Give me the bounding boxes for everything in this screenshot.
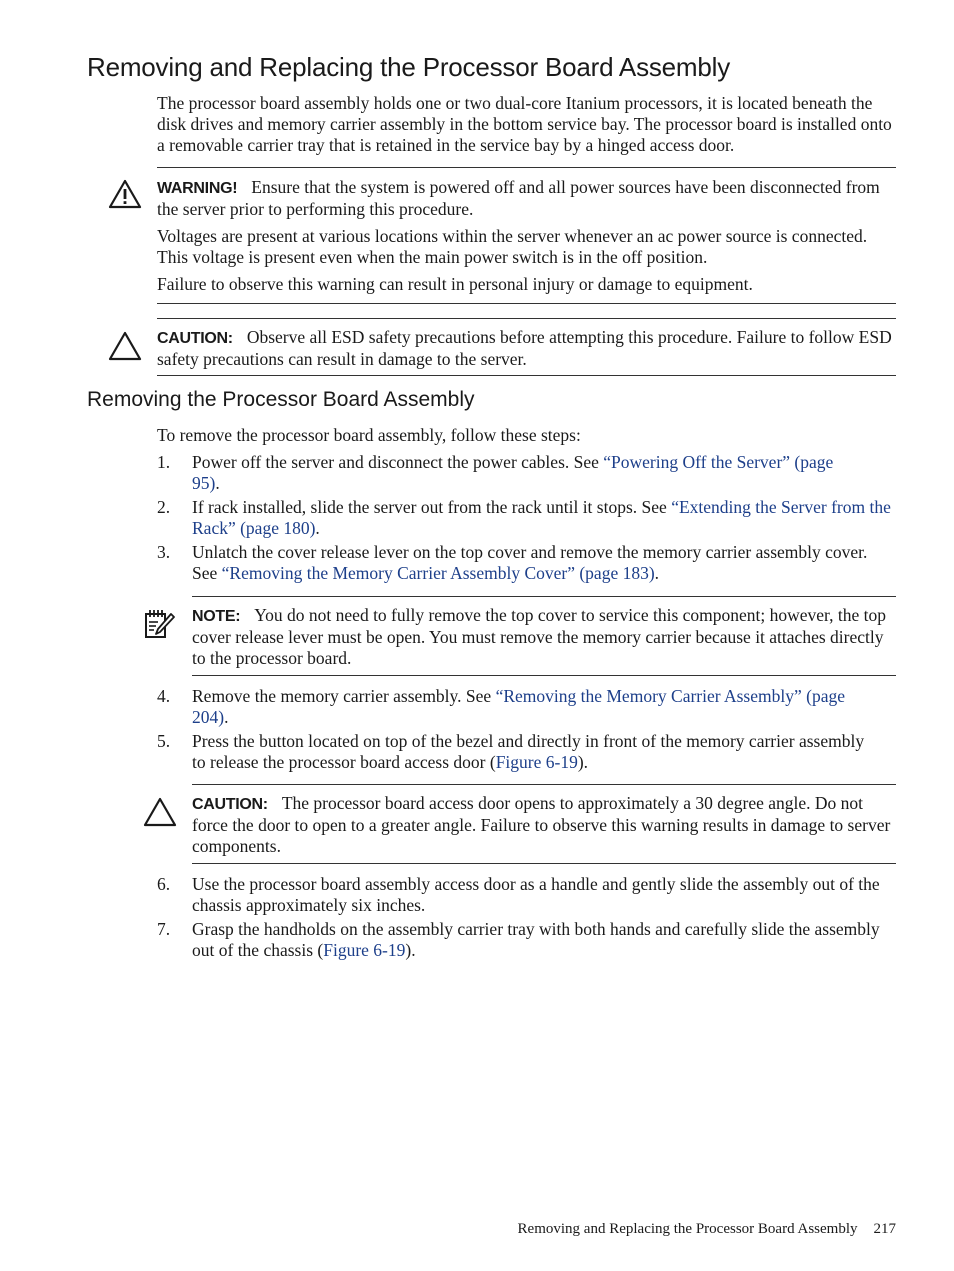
caution-triangle-icon bbox=[108, 331, 142, 361]
list-item bbox=[192, 497, 897, 539]
warning-top-rule bbox=[157, 167, 896, 168]
note-text bbox=[192, 605, 897, 669]
step-link[interactable]: “Powering Off the Server” (page 95) bbox=[192, 452, 834, 493]
step-number: 2. bbox=[157, 497, 171, 517]
warning-text-3: Failure to observe this warning can result in personal injury or damage to equipment. bbox=[157, 274, 753, 294]
note-label: NOTE: bbox=[192, 608, 241, 625]
step-text-after: . bbox=[224, 707, 229, 727]
section-intro: To remove the processor board assembly, follow these steps: bbox=[157, 425, 581, 445]
step-text-after: . bbox=[215, 473, 220, 493]
caution2-body: The processor board access door opens to approximately a 30 degree angle. Do not force the door to open to a greater angle. Failure to observe this warning results in damage to server components. bbox=[192, 793, 891, 856]
list-item bbox=[192, 542, 897, 584]
step-number: 6. bbox=[157, 874, 171, 894]
warning-text bbox=[157, 177, 897, 220]
warning-text-2: Voltages are present at various locations within the server whenever an ac power source is connected. This voltage is present even when the main power switch is in the off position. bbox=[157, 226, 868, 267]
page-footer bbox=[518, 1221, 896, 1238]
list-item bbox=[192, 731, 882, 773]
step-text: Power off the server and disconnect the power cables. See bbox=[192, 452, 604, 472]
step-number: 5. bbox=[157, 731, 171, 751]
step-text: Use the processor board assembly access door as a handle and gently slide the assembly out of the chassis approximately six inches. bbox=[192, 874, 880, 915]
page-title: Removing and Replacing the Processor Board Assembly bbox=[87, 52, 731, 82]
note-top-rule bbox=[192, 596, 896, 597]
section-title: Removing the Processor Board Assembly bbox=[87, 388, 475, 411]
caution2-label: CAUTION: bbox=[192, 796, 268, 813]
caution1-text bbox=[157, 327, 897, 370]
step-text-after: ). bbox=[577, 752, 589, 772]
warning-text-1: Ensure that the system is powered off and all power sources have been disconnected from the server prior to performing this procedure. bbox=[157, 177, 880, 219]
step-text-after: . bbox=[654, 563, 660, 583]
caution1-label: CAUTION: bbox=[157, 330, 233, 347]
step-number: 3. bbox=[157, 542, 171, 562]
step-text: Grasp the handholds on the assembly carrier tray with both hands and carefully slide the assembly out of the chassis ( bbox=[192, 919, 880, 960]
caution2-top-rule bbox=[192, 784, 896, 785]
step-number: 1. bbox=[157, 452, 171, 472]
step-text: Press the button located on top of the bezel and directly in front of the memory carrier assembly to release the processor board access door ( bbox=[192, 731, 865, 772]
caution2-bottom-rule bbox=[192, 863, 896, 864]
step-text: If rack installed, slide the server out from the rack until it stops. See bbox=[192, 497, 672, 517]
note-pad-icon bbox=[143, 608, 175, 640]
caution2-text bbox=[192, 793, 897, 857]
step-link[interactable]: Figure 6-19 bbox=[323, 940, 406, 960]
step-link[interactable]: “Removing the Memory Carrier Assembly” (page 204) bbox=[192, 686, 845, 727]
caution1-body: Observe all ESD safety precautions before attempting this procedure. Failure to follow ESD safety precautions can result in damage to the server. bbox=[157, 327, 892, 369]
caution1-top-rule bbox=[157, 318, 896, 319]
note-body: You do not need to fully remove the top cover to service this component; however, the top cover release lever must be open. You must remove the memory carrier because it attaches directly to the processor board. bbox=[192, 605, 887, 668]
warning-bottom-rule bbox=[157, 303, 896, 304]
list-item bbox=[192, 686, 882, 728]
list-item bbox=[192, 452, 864, 494]
warning-label: WARNING! bbox=[157, 180, 238, 197]
caution1-bottom-rule bbox=[157, 375, 896, 376]
step-link[interactable]: “Extending the Server from the Rack” (page 180) bbox=[192, 497, 891, 538]
step-text-after: . bbox=[315, 518, 320, 538]
step-text-after: ). bbox=[405, 940, 416, 960]
list-item bbox=[192, 874, 897, 916]
step-text: Unlatch the cover release lever on the top cover and remove the memory carrier assembly cover. See bbox=[192, 542, 868, 583]
page-number: 217 bbox=[873, 1221, 896, 1237]
list-item bbox=[192, 919, 897, 961]
step-number: 4. bbox=[157, 686, 171, 706]
step-number: 7. bbox=[157, 919, 171, 939]
footer-title: Removing and Replacing the Processor Board Assembly bbox=[517, 1221, 858, 1237]
intro-paragraph: The processor board assembly holds one or two dual-core Itanium processors, it is located beneath the disk drives and memory carrier assembly in the bottom service bay. The processor board is installed onto a removable carrier tray that is retained in the service bay by a hinged access door. bbox=[157, 93, 892, 155]
step-link[interactable]: Figure 6-19 bbox=[495, 752, 578, 772]
warning-triangle-icon bbox=[108, 179, 142, 209]
caution-triangle-icon bbox=[143, 797, 177, 827]
note-bottom-rule bbox=[192, 675, 896, 676]
step-link[interactable]: “Removing the Memory Carrier Assembly Cover” (page 183) bbox=[221, 563, 655, 583]
step-text: Remove the memory carrier assembly. See bbox=[192, 686, 496, 706]
